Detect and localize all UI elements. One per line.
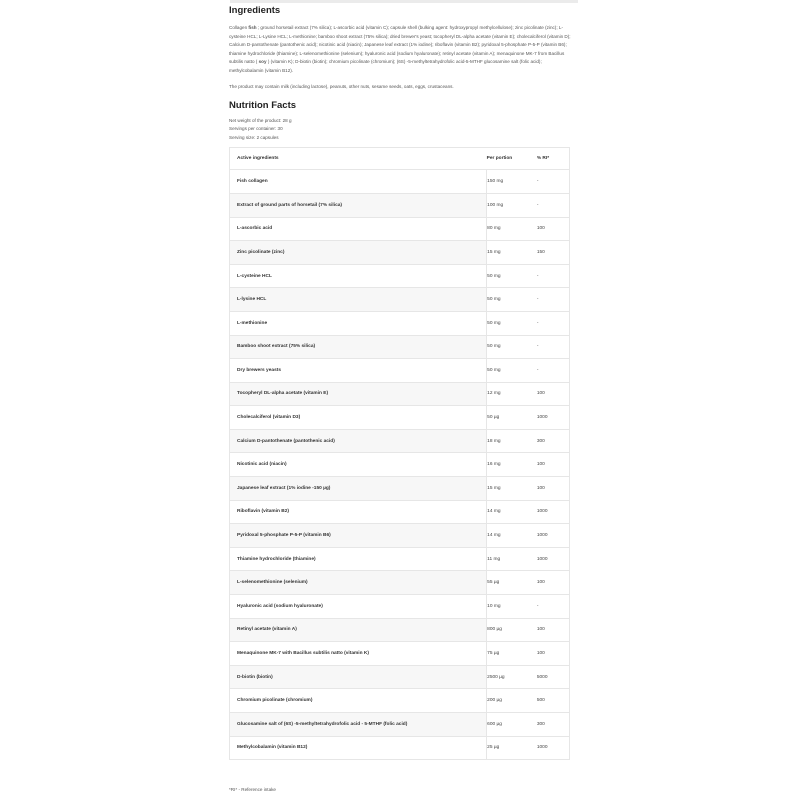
ri-value: - [537,359,570,383]
ingredient-name: Extract of ground parts of horsetail (7% silica) [230,193,487,217]
ingredient-name: D-biotin (biotin) [230,665,487,689]
ingredients-allergen-soy: soy [257,59,268,65]
ingredient-name: Methylcobalamin (vitamin B12) [230,736,487,760]
ingredients-allergen-fish: fish [248,25,257,30]
per-portion-value: 14 mg [487,524,537,548]
ingredient-name: Fish collagen [230,170,487,194]
table-row [230,382,570,406]
allergen-note: The product may contain milk (including lactose), peanuts, other nuts, sesame seeds, oats, eggs, crustaceans. [229,83,454,89]
per-portion-value: 50 mg [487,288,537,312]
per-portion-value: 14 mg [487,500,537,524]
table-row [230,571,570,595]
per-portion-value: 10 mg [487,595,537,619]
ri-value: - [537,335,570,359]
product-description [229,5,574,760]
ingredient-name: Zinc picolinate (zinc) [230,241,487,265]
ri-value: 5000 [537,665,570,689]
ri-value: 100 [537,618,570,642]
table-row [230,689,570,713]
table-row [230,288,570,312]
ri-value: 1000 [537,406,570,430]
ingredient-name: L-selenomethionine (selenium) [230,571,487,595]
net-weight: Net weight of the product: 28 g [229,117,292,123]
ingredient-name: L-lysine HCL [230,288,487,312]
ri-value: 1000 [537,500,570,524]
ingredient-name: Riboflavin (vitamin B2) [230,500,487,524]
per-portion-value: 150 mg [487,170,537,194]
top-divider [230,0,578,3]
per-portion-value: 75 µg [487,642,537,666]
per-portion-value: 50 mg [487,335,537,359]
table-row [230,547,570,571]
table-row [230,429,570,453]
table-header-row [230,148,570,170]
servings-per-container: Servings per container: 30 [229,126,283,132]
per-portion-value: 50 µg [487,406,537,430]
per-portion-value: 800 µg [487,618,537,642]
table-row [230,264,570,288]
ri-value: 100 [537,571,570,595]
header-active-ingredients: Active ingredients [230,148,487,170]
per-portion-value: 50 mg [487,311,537,335]
ingredient-name: L-methionine [230,311,487,335]
per-portion-value: 100 mg [487,193,537,217]
ri-value: - [537,264,570,288]
ri-value: - [537,170,570,194]
header-per-portion: Per portion [487,148,537,170]
per-portion-value: 2500 µg [487,665,537,689]
ri-value: 1000 [537,736,570,760]
per-portion-value: 15 mg [487,241,537,265]
ingredient-name: Nicotinic acid (niacin) [230,453,487,477]
footnote: *RI* - Reference intake [229,787,276,792]
ri-value: - [537,311,570,335]
ingredient-name: Glucosamine salt of (6S) -5-methyltetrahydrofolic acid - 5-MTHF (folic acid) [230,713,487,737]
table-row [230,453,570,477]
ri-value: 100 [537,642,570,666]
ingredient-name: Retinyl acetate (vitamin A) [230,618,487,642]
table-row [230,193,570,217]
table-row [230,359,570,383]
ri-value: 150 [537,241,570,265]
per-portion-value: 11 mg [487,547,537,571]
table-row [230,500,570,524]
ri-value: 100 [537,453,570,477]
table-row [230,241,570,265]
per-portion-value: 18 mg [487,429,537,453]
per-portion-value: 55 µg [487,571,537,595]
ri-value: - [537,595,570,619]
table-row [230,713,570,737]
ingredients-prefix: Collagen [229,25,249,30]
ingredients-tail: ) (vitamin K); D-biotin (biotin); chromium picolinate (chromium); (6S) -5-methyltetrahydrofolic acid-5-MTHF glucosamine salt (folic acid); methylcobalamin (vitamin B12). [229,59,542,73]
nutrition-table [229,147,570,760]
ri-value: 500 [537,689,570,713]
ingredient-name: Thiamine hydrochloride (thiamine) [230,547,487,571]
table-row [230,642,570,666]
per-portion-value: 600 µg [487,713,537,737]
serving-size: Serving size: 2 capsules [229,134,279,140]
ri-value: 100 [537,382,570,406]
nutrition-heading: Nutrition Facts [229,99,297,111]
table-row [230,335,570,359]
per-portion-value: 200 µg [487,689,537,713]
ri-value: 1000 [537,547,570,571]
ingredient-name: Chromium picolinate (chromium) [230,689,487,713]
per-portion-value: 80 mg [487,217,537,241]
ingredient-name: Tocopheryl DL-alpha acetate (vitamin E) [230,382,487,406]
table-row [230,524,570,548]
ingredient-name: Calcium D-pantothenate (pantothenic acid) [230,429,487,453]
header-ri: % RI* [537,148,570,170]
per-portion-value: 25 µg [487,736,537,760]
per-portion-value: 15 mg [487,477,537,501]
table-row [230,406,570,430]
per-portion-value: 12 mg [487,382,537,406]
ingredient-name: Pyridoxal 5-phosphate P-5-P (vitamin B6) [230,524,487,548]
ingredient-name: Menaquinone MK-7 with Bacillus subtilis natto (vitamin K) [230,642,487,666]
table-row [230,665,570,689]
ingredient-name: Hyaluronic acid (sodium hyaluronate) [230,595,487,619]
ri-value: 300 [537,713,570,737]
ingredient-name: Cholecalciferol (vitamin D3) [230,406,487,430]
table-row [230,217,570,241]
ingredient-name: Bamboo shoot extract (75% silica) [230,335,487,359]
table-row [230,311,570,335]
table-row [230,618,570,642]
nutrition-meta [229,117,574,143]
ingredient-name: Dry brewers yeasts [230,359,487,383]
ri-value: - [537,288,570,312]
nutrition-table-body [230,170,570,760]
ri-value: - [537,193,570,217]
ingredient-name: L-ascorbic acid [230,217,487,241]
per-portion-value: 16 mg [487,453,537,477]
ri-value: 300 [537,429,570,453]
table-row [230,595,570,619]
table-row [230,736,570,760]
table-row [230,170,570,194]
table-row [230,477,570,501]
ingredients-heading: Ingredients [229,5,281,16]
ri-value: 100 [537,477,570,501]
ingredients-text [229,24,571,76]
per-portion-value: 50 mg [487,359,537,383]
ri-value: 100 [537,217,570,241]
ingredient-name: L-cysteine HCL [230,264,487,288]
ri-value: 1000 [537,524,570,548]
per-portion-value: 50 mg [487,264,537,288]
ingredients-body: ; ground horsetail extract (7% silica); L-ascorbic acid (vitamin C); capsule shell (bulking agent: hydroxypropyl methylcellulose); zinc picolinate (zinc); L-cysteine HCL; L-Lysine HCL; L-methionine; bamboo shoot extract (75% silica); dried brewer's yeast; tocopheryl DL-alpha acetate (vitamin E); cholecalciferol (vitamin D); Calcium D-pantothenate (pantothenic acid); nicotinic acid (niacin); Japanese leaf extract (1% iodine); riboflavin (vitamin B2); pyridoxal 5-phosphate P-5-P (vitamin B6); thiamine hydrochloride (thiamine); L-selenomethionine (selenium); hyaluronic acid (sodium hyaluronate); retinyl acetate (vitamin A); menaquinone MK-7 from Bacillus subtilis natto ( [229,25,571,65]
ingredient-name: Japanese leaf extract (1% iodine -150 µg) [230,477,487,501]
